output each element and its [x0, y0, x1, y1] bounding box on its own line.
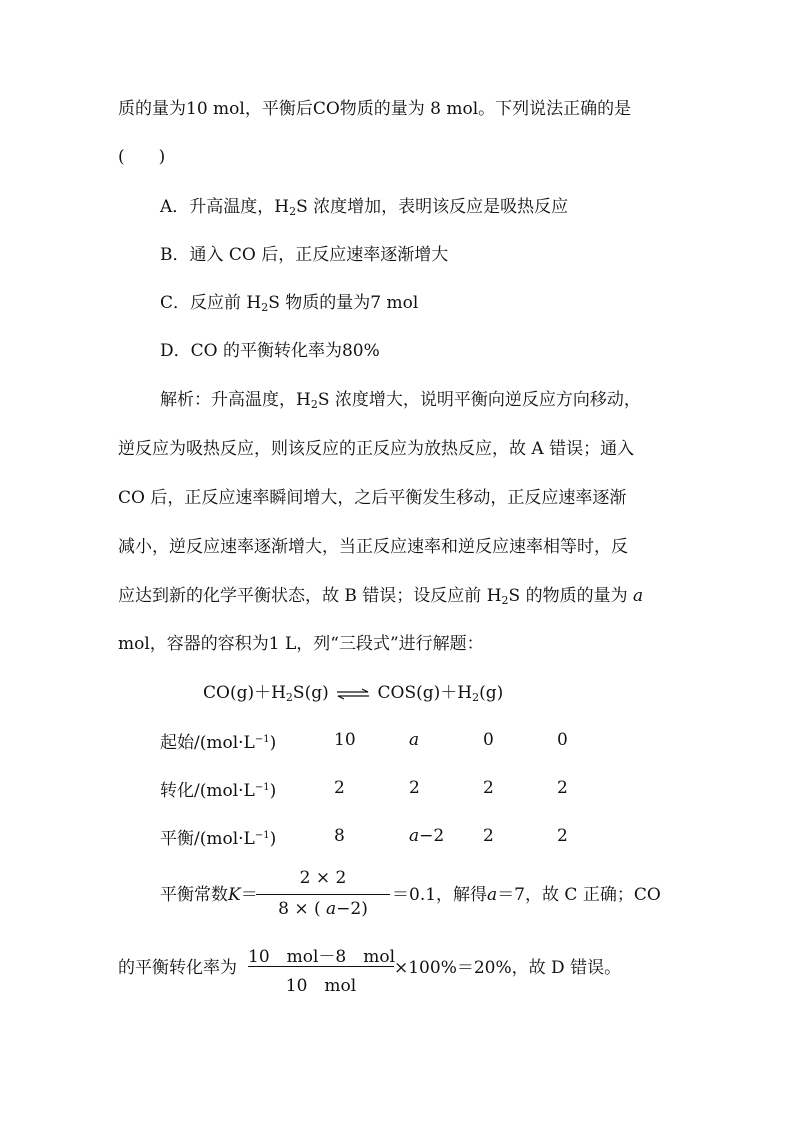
table-cell: 10 — [334, 730, 356, 750]
table-cell: a−2 — [409, 826, 445, 846]
conversion-denominator: 10 mol — [285, 976, 357, 996]
analysis-line-5: 应达到新的化学平衡状态，故 B 错误；设反应前 $H_2S$ 的物质的量为 a — [118, 586, 644, 607]
table-cell: 0 — [557, 730, 568, 750]
option-b: B．通入 CO 后，正反应速率逐渐增大 — [160, 245, 449, 265]
equilibrium-arrow-icon — [336, 688, 370, 700]
constant-denominator: 8 × ( a−2) — [278, 899, 368, 919]
analysis-line-6: mol，容器的容积为1 L，列“三段式”进行解题： — [118, 634, 484, 654]
question-line-1: 质的量为10 mol，平衡后CO物质的量为 8 mol。下列说法正确的是 — [118, 99, 632, 119]
conversion-result: ×100%＝20%，故 D 错误。 — [394, 958, 622, 978]
analysis-line-1: 解析：升高温度，$H_2S$ 浓度增大，说明平衡向逆反应方向移动， — [160, 390, 641, 411]
option-a: A．升高温度，$H_2S$ 浓度增加，表明该反应是吸热反应 — [160, 197, 569, 218]
fraction-bar — [248, 966, 394, 967]
table-cell: 2 — [483, 778, 494, 798]
table-cell: a — [409, 730, 420, 750]
table-cell: 2 — [483, 826, 494, 846]
constant-prefix: 平衡常数K＝ — [160, 885, 258, 905]
table-cell: 8 — [334, 826, 345, 846]
row-label-equilibrium: 平衡$/(mol\cdot L^{-1})$ — [160, 829, 277, 849]
reaction-equation: $CO(g)+H_2S(g)$ $COS(g)+H_2(g)$ — [203, 683, 504, 704]
analysis-line-4: 减小，逆反应速率逐渐增大，当正反应速率和逆反应速率相等时，反 — [118, 537, 628, 557]
analysis-line-3: CO 后，正反应速率瞬间增大，之后平衡发生移动，正反应速率逐渐 — [118, 488, 627, 508]
constant-numerator: 2 × 2 — [299, 868, 347, 888]
table-cell: 2 — [557, 826, 568, 846]
constant-result: ＝0.1，解得a＝7，故 C 正确；CO — [392, 885, 661, 905]
conversion-prefix: 的平衡转化率为 — [118, 958, 237, 978]
conversion-numerator: 10 mol－8 mol — [248, 947, 396, 967]
fraction-bar — [256, 894, 390, 895]
table-cell: 0 — [483, 730, 494, 750]
row-label-start: 起始$/(mol\cdot L^{-1})$ — [160, 733, 277, 753]
table-cell: 2 — [409, 778, 420, 798]
option-d: D．CO 的平衡转化率为80% — [160, 341, 380, 361]
answer-bracket: ( ) — [118, 147, 166, 167]
analysis-line-2: 逆反应为吸热反应，则该反应的正反应为放热反应，故 A 错误；通入 — [118, 439, 635, 459]
option-c: C．反应前 $H_2S$ 物质的量为7 mol — [160, 293, 419, 314]
row-label-change: 转化$/(mol\cdot L^{-1})$ — [160, 781, 277, 801]
table-cell: 2 — [334, 778, 345, 798]
table-cell: 2 — [557, 778, 568, 798]
